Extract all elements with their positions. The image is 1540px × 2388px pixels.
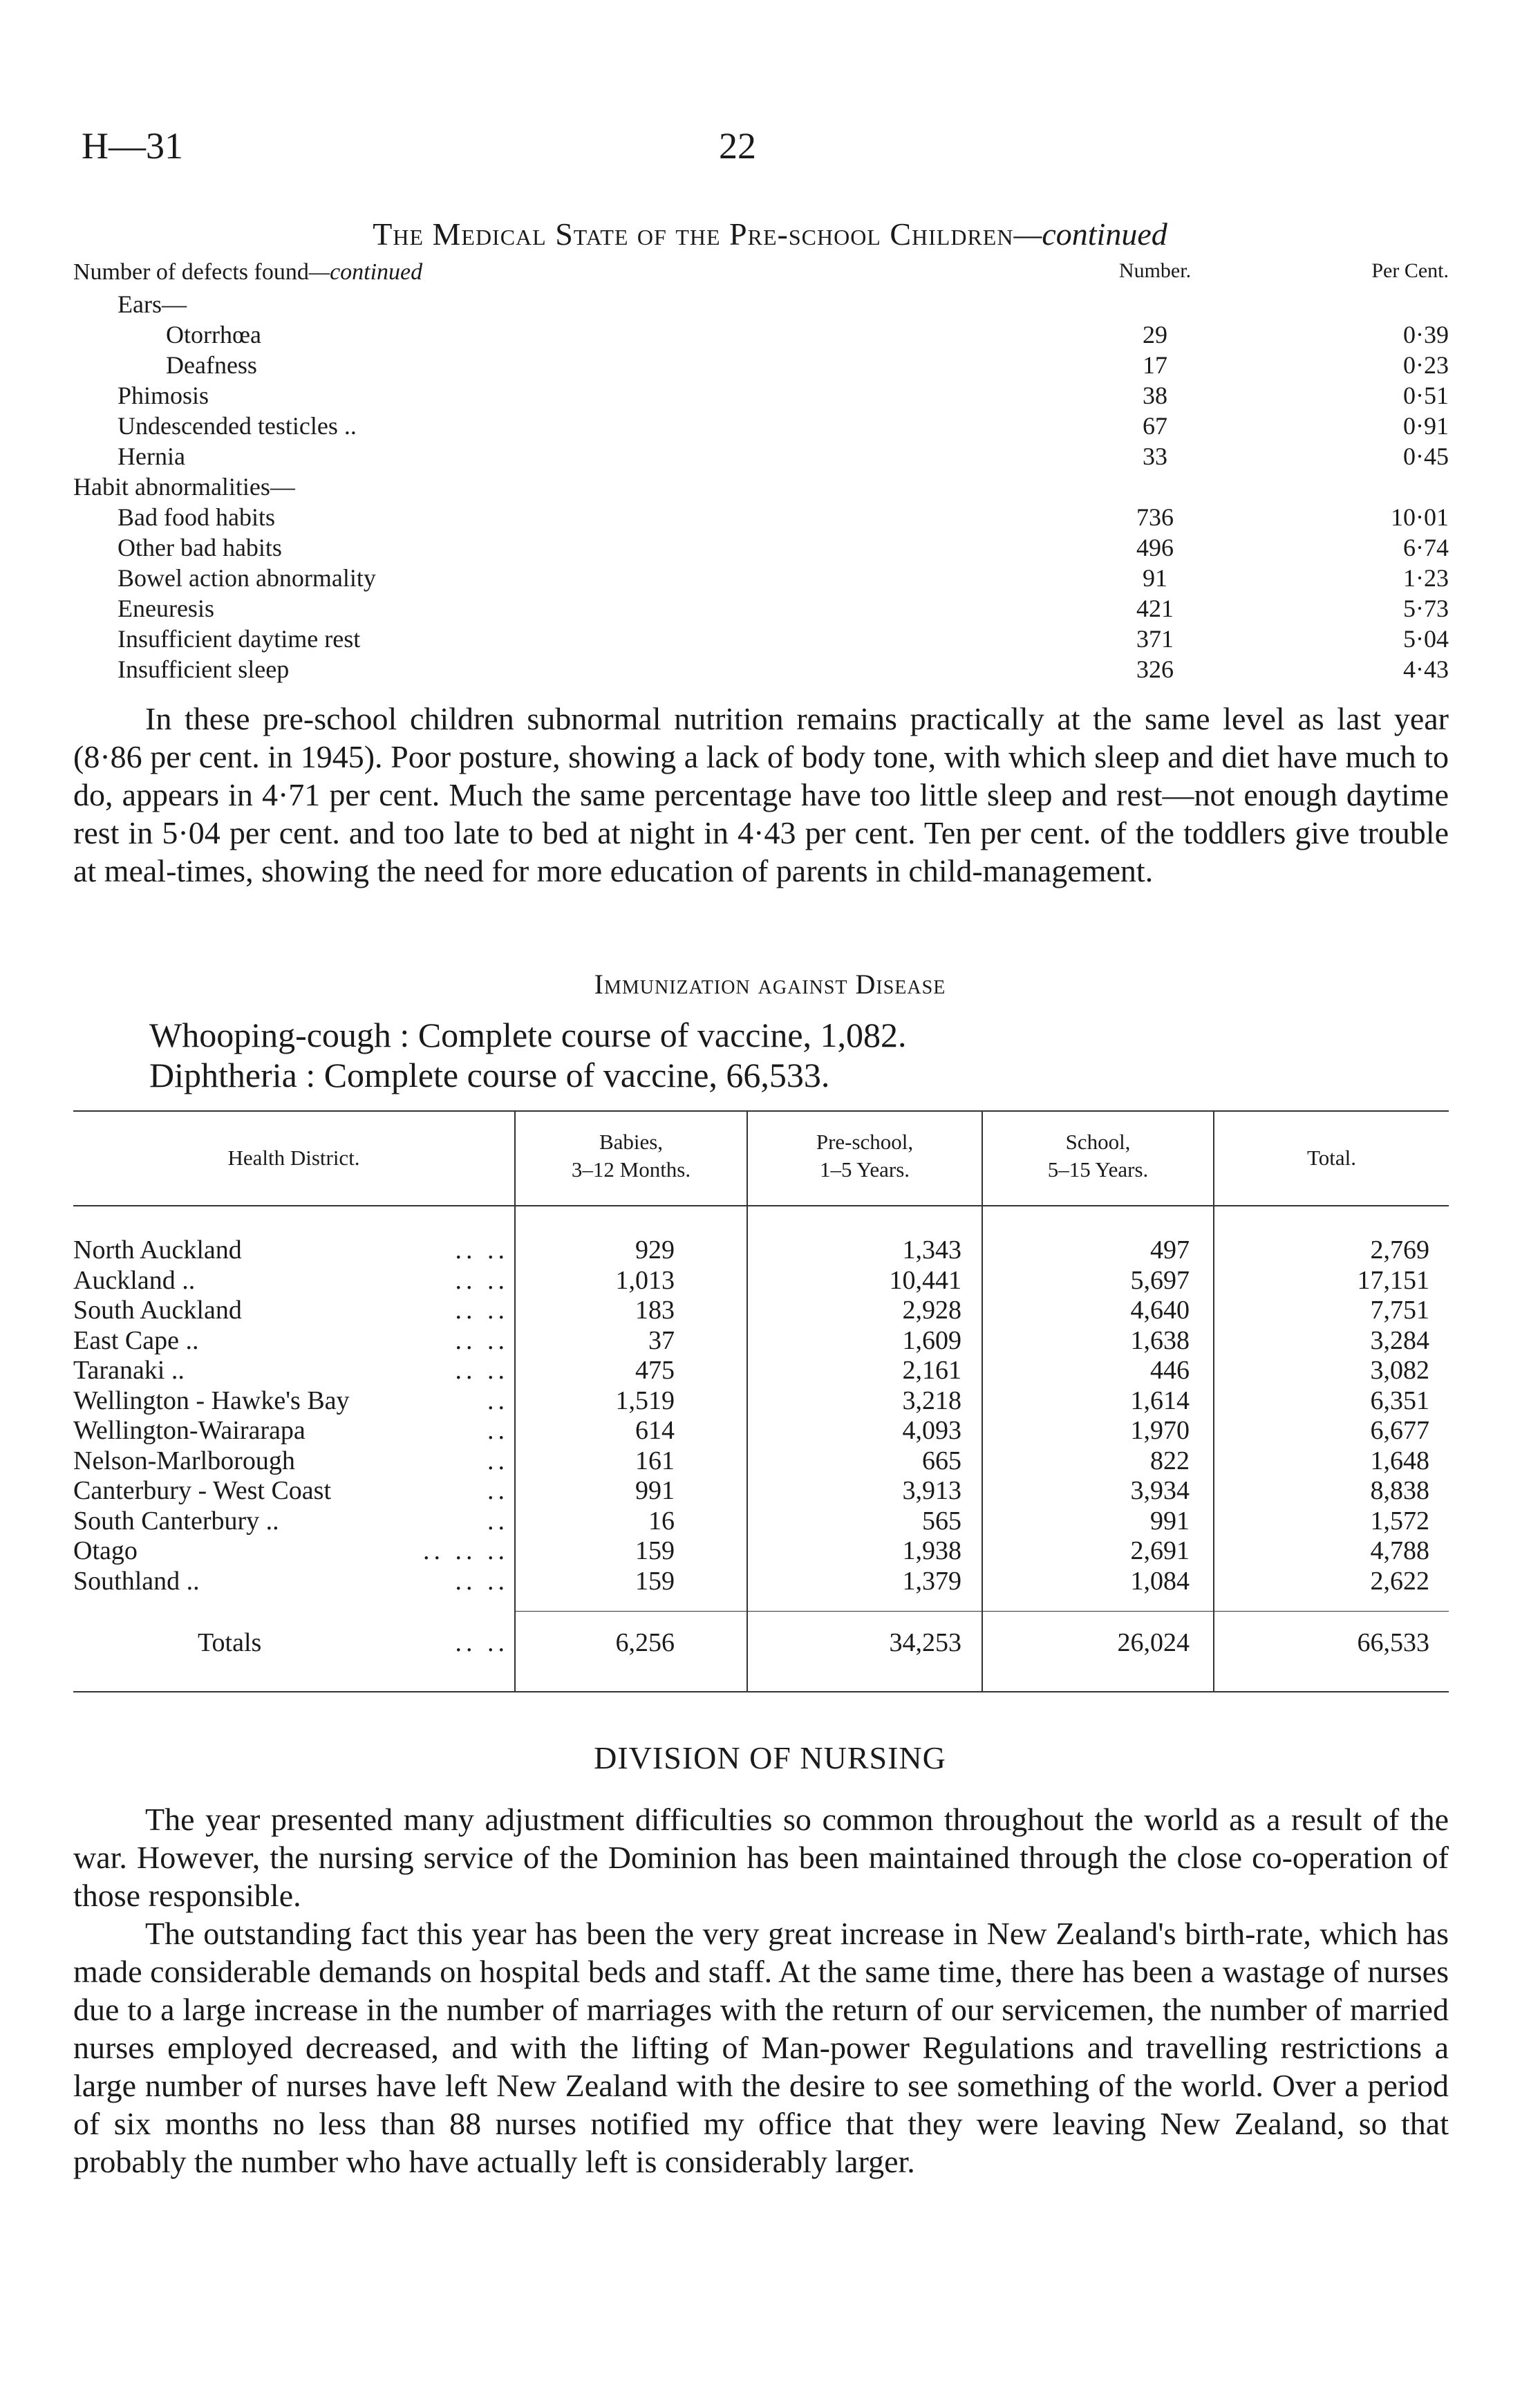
- defect-row: [73, 563, 1449, 594]
- defect-row: [73, 472, 1449, 503]
- preschool-value: 1,609: [902, 1325, 961, 1355]
- defect-row: [73, 290, 1449, 320]
- defect-row: [73, 411, 1449, 442]
- district-name: South Canterbury ..: [73, 1506, 279, 1536]
- table-bottom-rule: [73, 1691, 1449, 1692]
- leader-dots: .. ..: [455, 1296, 509, 1325]
- babies-value: 183: [635, 1296, 675, 1325]
- babies-value: 991: [635, 1476, 675, 1505]
- defect-row: [73, 624, 1449, 655]
- school-value: 497: [1150, 1235, 1190, 1265]
- babies-value: 159: [635, 1536, 675, 1565]
- whooping-cough-line: Whooping-cough : Complete course of vaccine, 1,082.: [149, 1016, 907, 1054]
- leader-dots: .. ..: [455, 1356, 509, 1385]
- preschool-value: 34,253: [889, 1628, 961, 1657]
- babies-value: 161: [635, 1446, 675, 1475]
- defect-percent: 4·43: [1403, 655, 1449, 683]
- defect-percent: 1·23: [1403, 564, 1449, 592]
- header-total: Total.: [1306, 1146, 1356, 1170]
- leader-dots: .. ..: [455, 1566, 509, 1596]
- total-value: 3,284: [1370, 1325, 1429, 1355]
- district-row: [73, 1446, 1449, 1475]
- district-name: Taranaki ..: [73, 1356, 185, 1385]
- preschool-value: 10,441: [889, 1265, 961, 1295]
- defect-percent: 5·04: [1403, 625, 1449, 653]
- defect-label: Bad food habits: [118, 503, 275, 531]
- district-row: [73, 1506, 1449, 1536]
- defects-subtitle: Number of defects found—continued: [73, 259, 423, 285]
- diphtheria-line: Diphtheria : Complete course of vaccine, 66,533.: [149, 1056, 830, 1094]
- school-value: 822: [1150, 1446, 1190, 1475]
- school-value: 5,697: [1130, 1265, 1190, 1295]
- defect-label: Other bad habits: [118, 534, 282, 561]
- header-health-district: Health District.: [227, 1146, 360, 1170]
- preschool-value: 2,928: [902, 1296, 961, 1325]
- total-value: 8,838: [1370, 1476, 1429, 1505]
- babies-value: 159: [635, 1566, 675, 1596]
- defect-number: 17: [1143, 351, 1167, 379]
- school-value: 4,640: [1130, 1296, 1190, 1325]
- school-value: 1,614: [1130, 1386, 1190, 1415]
- defect-percent: 10·01: [1391, 503, 1449, 531]
- preschool-value: 1,379: [902, 1566, 961, 1596]
- header-school: School, 5–15 Years.: [1047, 1130, 1149, 1182]
- leader-dots: .. ..: [455, 1628, 509, 1657]
- defect-row: [73, 320, 1449, 351]
- total-value: 7,751: [1370, 1296, 1429, 1325]
- total-value: 2,622: [1370, 1566, 1429, 1596]
- preschool-value: 1,343: [902, 1235, 961, 1265]
- col-number-header: Number.: [1118, 259, 1192, 282]
- leader-dots: ..: [487, 1506, 509, 1536]
- leader-dots: .. ..: [455, 1265, 509, 1295]
- school-value: 446: [1150, 1356, 1190, 1385]
- nursing-paragraph-1: The year presented many adjustment difficulties so common throughout the world as a result of the war. However, the nursing service of the Dominion has been maintained through the close co-operation of those responsible.: [73, 1802, 1449, 1913]
- district-name: Wellington-Wairarapa: [73, 1416, 306, 1445]
- nursing-title: DIVISION OF NURSING: [594, 1740, 946, 1775]
- header-babies: Babies, 3–12 Months.: [571, 1130, 691, 1182]
- leader-dots: .. ..: [455, 1235, 509, 1265]
- district-name: North Auckland: [73, 1235, 242, 1265]
- school-value: 1,638: [1130, 1325, 1190, 1355]
- district-name: Wellington - Hawke's Bay: [73, 1386, 350, 1415]
- defects-title-cont: —continued: [1013, 216, 1167, 252]
- defect-number: 67: [1143, 412, 1167, 440]
- district-name: East Cape ..: [73, 1325, 199, 1355]
- district-row: [73, 1295, 1449, 1325]
- district-row: [73, 1415, 1449, 1445]
- page-number: 22: [719, 125, 756, 167]
- school-value: 26,024: [1117, 1628, 1190, 1657]
- nutrition-paragraph: [73, 700, 1449, 890]
- nutrition-text: In these pre-school children subnormal nutrition remains practically at the same level as last year (8·86 per cent. in 1945). Poor posture, showing a lack of body tone, with which sleep and diet have much to do, appears in 4·71 per cent. Much the same percentage have too little sleep and rest—not enough daytime rest in 5·04 per cent. and too late to bed at night in 4·43 per cent. Ten per cent. of the toddlers give trouble at meal-times, showing the need for more education of parents in child-management.: [73, 701, 1449, 888]
- total-value: 4,788: [1370, 1536, 1429, 1565]
- leader-dots: ..: [487, 1476, 509, 1505]
- school-value: 991: [1150, 1506, 1190, 1536]
- defect-number: 736: [1136, 503, 1174, 531]
- preschool-value: 4,093: [902, 1416, 961, 1445]
- preschool-value: 2,161: [902, 1356, 961, 1385]
- school-value: 3,934: [1130, 1476, 1190, 1505]
- defect-label: Undescended testicles ..: [118, 412, 357, 440]
- district-name: Auckland ..: [73, 1265, 196, 1295]
- district-row: [73, 1536, 1449, 1565]
- nursing-paragraph-2: The outstanding fact this year has been the very great increase in New Zealand's birth-rate, which has made considerable demands on hospital beds and staff. At the same time, there has been a wastage of nurses due to a large increase in the number of marriages with the return of our servicemen, the number of married nurses employed decreased, and with the lifting of Man-power Regulations and travelling restrictions a large number of nurses have left New Zealand with the desire to see something of the world. Over a period of six months no less than 88 nurses notified my office that they were leaving New Zealand, so that probably the number who have actually left is considerably larger.: [73, 1916, 1449, 2179]
- babies-value: 614: [635, 1416, 675, 1445]
- district-row: [73, 1265, 1449, 1295]
- district-row: [73, 1566, 1449, 1596]
- defect-percent: 0·45: [1403, 442, 1449, 470]
- totals-label: Totals: [198, 1628, 262, 1657]
- defects-table-title: [0, 216, 1540, 252]
- defect-label: Deafness: [166, 351, 257, 379]
- babies-value: 37: [648, 1325, 675, 1355]
- defect-label: Phimosis: [118, 382, 209, 409]
- defect-row: [73, 503, 1449, 533]
- total-value: 6,351: [1370, 1386, 1429, 1415]
- defect-percent: 0·51: [1403, 382, 1449, 409]
- defect-label: Hernia: [118, 442, 185, 470]
- defect-percent: 5·73: [1403, 595, 1449, 622]
- defect-row: [73, 655, 1449, 685]
- defect-number: 371: [1136, 625, 1174, 653]
- defect-label: Ears—: [118, 290, 187, 318]
- defect-percent: 0·91: [1403, 412, 1449, 440]
- defect-label: Insufficient daytime rest: [118, 625, 361, 653]
- district-name: Nelson-Marlborough: [73, 1446, 295, 1475]
- defect-label: Eneuresis: [118, 595, 214, 622]
- district-row: [73, 1475, 1449, 1505]
- babies-value: 1,519: [615, 1386, 675, 1415]
- district-row: [73, 1235, 1449, 1265]
- district-row: [73, 1325, 1449, 1355]
- defect-row: [73, 381, 1449, 411]
- preschool-value: 3,218: [902, 1386, 961, 1415]
- defect-number: 326: [1136, 655, 1174, 683]
- total-value: 66,533: [1357, 1628, 1429, 1657]
- defect-label: Otorrhœa: [166, 321, 261, 348]
- preschool-value: 1,938: [902, 1536, 961, 1565]
- district-name: South Auckland: [73, 1296, 242, 1325]
- total-value: 2,769: [1370, 1235, 1429, 1265]
- defect-label: Habit abnormalities—: [73, 473, 295, 501]
- defect-row: [73, 533, 1449, 563]
- col-percent-header: Per Cent.: [1371, 259, 1449, 282]
- nursing-section: [73, 1800, 1449, 2181]
- table-header-rule: [73, 1205, 1449, 1206]
- defect-number: 33: [1143, 442, 1167, 470]
- defect-percent: 6·74: [1403, 534, 1449, 561]
- defects-title-main: The Medical State of the Pre-school Children: [373, 216, 1014, 252]
- defects-table-header: [73, 259, 1449, 290]
- defect-row: [73, 594, 1449, 624]
- leader-dots: ..: [487, 1386, 509, 1415]
- defect-number: 91: [1143, 564, 1167, 592]
- defect-number: 421: [1136, 595, 1174, 622]
- defect-percent: 0·39: [1403, 321, 1449, 348]
- defect-label: Bowel action abnormality: [118, 564, 376, 592]
- district-name: Otago: [73, 1536, 138, 1565]
- leader-dots: .. ..: [455, 1325, 509, 1355]
- defect-number: 38: [1143, 382, 1167, 409]
- school-value: 1,970: [1130, 1416, 1190, 1445]
- school-value: 1,084: [1130, 1566, 1190, 1596]
- table-top-rule: [73, 1110, 1449, 1112]
- babies-value: 929: [635, 1235, 675, 1265]
- babies-value: 6,256: [615, 1628, 675, 1657]
- babies-value: 16: [648, 1506, 675, 1536]
- district-name: Southland ..: [73, 1566, 200, 1596]
- total-value: 6,677: [1370, 1416, 1429, 1445]
- totals-row: [73, 1627, 1449, 1657]
- defect-row: [73, 442, 1449, 472]
- defect-number: 496: [1136, 534, 1174, 561]
- defect-number: 29: [1143, 321, 1167, 348]
- preschool-value: 3,913: [902, 1476, 961, 1505]
- leader-dots: .. .. ..: [423, 1536, 509, 1565]
- total-value: 1,572: [1370, 1506, 1429, 1536]
- defect-percent: 0·23: [1403, 351, 1449, 379]
- leader-dots: ..: [487, 1446, 509, 1475]
- babies-value: 1,013: [615, 1265, 675, 1295]
- district-row: [73, 1386, 1449, 1415]
- immunization-title: Immunization against Disease: [594, 969, 946, 1000]
- defect-row: [73, 351, 1449, 381]
- document-code: H—31: [82, 125, 183, 167]
- babies-value: 475: [635, 1356, 675, 1385]
- district-name: Canterbury - West Coast: [73, 1476, 332, 1505]
- total-value: 3,082: [1370, 1356, 1429, 1385]
- school-value: 2,691: [1130, 1536, 1190, 1565]
- total-value: 1,648: [1370, 1446, 1429, 1475]
- district-row: [73, 1355, 1449, 1385]
- defect-label: Insufficient sleep: [118, 655, 290, 683]
- total-value: 17,151: [1357, 1265, 1429, 1295]
- preschool-value: 565: [922, 1506, 961, 1536]
- leader-dots: ..: [487, 1416, 509, 1445]
- header-preschool: Pre-school, 1–5 Years.: [816, 1130, 914, 1182]
- preschool-value: 665: [922, 1446, 961, 1475]
